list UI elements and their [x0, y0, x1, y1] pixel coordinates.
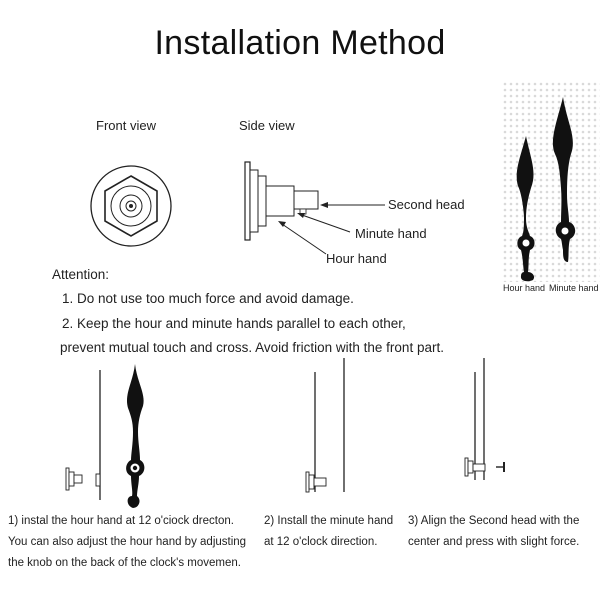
minute-hand-photo-label: Minute hand: [549, 283, 599, 293]
step-1-line-3: the knob on the back of the clock's movemen.: [8, 557, 241, 569]
hour-hand-callout: Hour hand: [326, 251, 387, 266]
step-1-line-2: You can also adjust the hour hand by adjusting: [8, 536, 247, 548]
step-3-diagram: [460, 350, 520, 500]
step-1-line-1: 1) instal the hour hand at 12 o'ciock drecton.: [8, 515, 234, 527]
step-3-caption: [408, 511, 579, 553]
step-2-line-2: at 12 o'clock direction.: [264, 536, 378, 548]
attention-item-2-cont: prevent mutual touch and cross. Avoid friction with the front part.: [60, 340, 444, 355]
step-2-caption: [264, 511, 393, 553]
minute-hand-callout: Minute hand: [355, 226, 427, 241]
step-1-caption: [8, 511, 246, 574]
step-1-diagram: [60, 360, 160, 510]
hour-hand-photo-label: Hour hand: [503, 283, 546, 293]
step-2-line-1: 2) Install the minute hand: [264, 515, 394, 527]
hands-photo: [503, 82, 600, 282]
step-1-hour-hand: [126, 364, 144, 508]
attention-item-1: 1. Do not use too much force and avoid damage.: [62, 291, 354, 306]
side-view-label: Side view: [239, 118, 295, 133]
attention-item-2: 2. Keep the hour and minute hands parallel to each other,: [62, 316, 406, 331]
front-view-diagram: [88, 160, 176, 250]
page-title: Installation Method: [154, 24, 446, 62]
second-head-callout: Second head: [388, 197, 465, 212]
step-3-line-2: center and press with slight force.: [408, 536, 580, 548]
step-2-diagram: [300, 350, 360, 500]
front-view-label: Front view: [96, 118, 156, 133]
attention-heading: Attention:: [52, 267, 110, 282]
step-3-line-1: 3) Align the Second head with the: [408, 515, 580, 527]
